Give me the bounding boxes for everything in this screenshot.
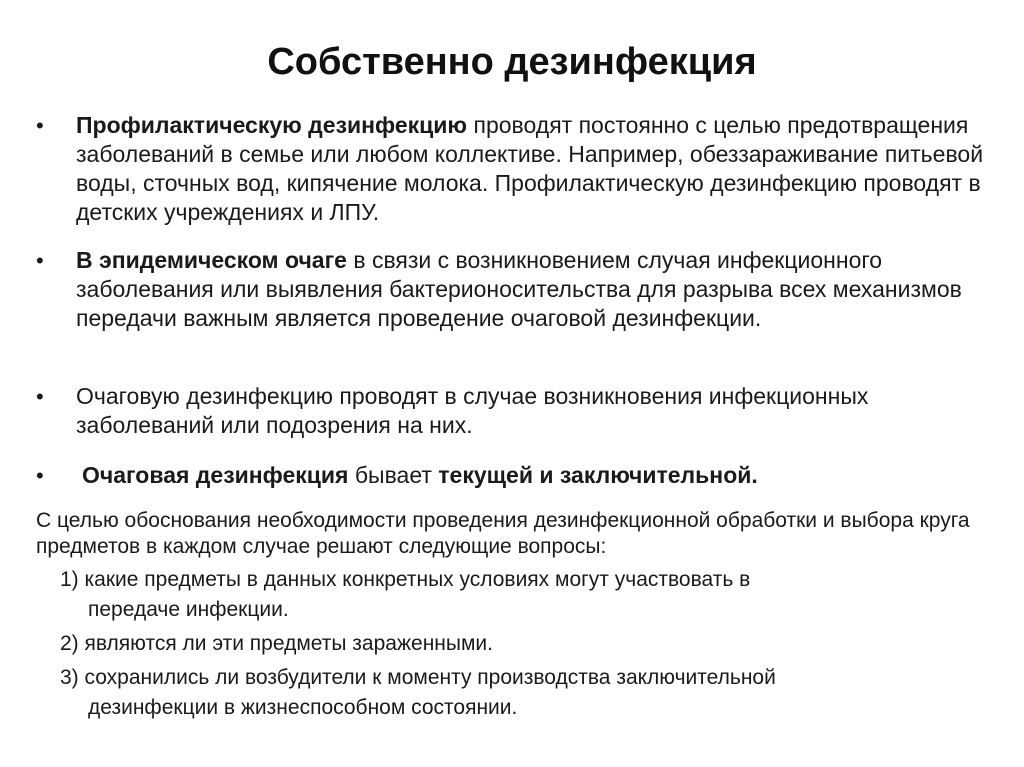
bullet-marker: • bbox=[36, 113, 44, 138]
question-item bbox=[60, 565, 960, 625]
bullet-text bbox=[76, 111, 996, 227]
question-item bbox=[60, 663, 960, 723]
bullet-bold-text: Профилактическую дезинфекцию bbox=[76, 112, 468, 138]
bullet-item bbox=[36, 111, 996, 227]
bullet-regular-text: в связи с возникновением случая инфекционного заболевания или выявления бактерионосительства для разрыва всех механизмов передачи важным является проведение очаговой дезинфекции. bbox=[76, 247, 962, 331]
bullet-marker: • bbox=[36, 248, 44, 273]
question-continuation: дезинфекции в жизнеспособном состоянии. bbox=[88, 696, 518, 719]
bullet-bold-text: текущей и заключительной. bbox=[438, 462, 758, 488]
bullet-regular-text: проводят постоянно с целью предотвращения заболеваний в семье или любом коллективе. Например, обеззараживание питьевой воды, сточных вод, кипячение молока. Профилактическую дезинфекцию проводят в детских учреждениях и ЛПУ. bbox=[76, 112, 984, 225]
bullet-text bbox=[82, 461, 996, 490]
bullet-item bbox=[36, 461, 996, 490]
bullet-text: Очаговую дезинфекцию проводят в случае возникновения инфекционных заболеваний или подозрения на них. bbox=[76, 383, 869, 438]
question-item bbox=[60, 629, 960, 659]
bullet-regular-text: бывает bbox=[348, 462, 439, 488]
bullet-bold-text: В эпидемическом очаге bbox=[76, 247, 347, 273]
bullet-marker: • bbox=[36, 463, 44, 488]
question-line: 2) являются ли эти предметы зараженными. bbox=[60, 632, 493, 655]
bullet-text bbox=[76, 246, 996, 333]
bullet-item bbox=[36, 382, 996, 440]
question-line: 1) какие предметы в данных конкретных условиях могут участвовать в bbox=[60, 568, 751, 591]
intro-paragraph: С целью обоснования необходимости проведения дезинфекционной обработки и выбора круга предметов в каждом случае решают следующие вопросы: bbox=[36, 509, 970, 558]
question-continuation: передаче инфекции. bbox=[88, 598, 289, 621]
bullet-item bbox=[36, 246, 996, 333]
slide-title: Собственно дезинфекция bbox=[267, 41, 757, 83]
bullet-marker: • bbox=[36, 384, 44, 409]
bullet-bold-text: Очаговая дезинфекция bbox=[82, 462, 349, 488]
question-line: 3) сохранились ли возбудители к моменту производства заключительной bbox=[60, 666, 776, 689]
